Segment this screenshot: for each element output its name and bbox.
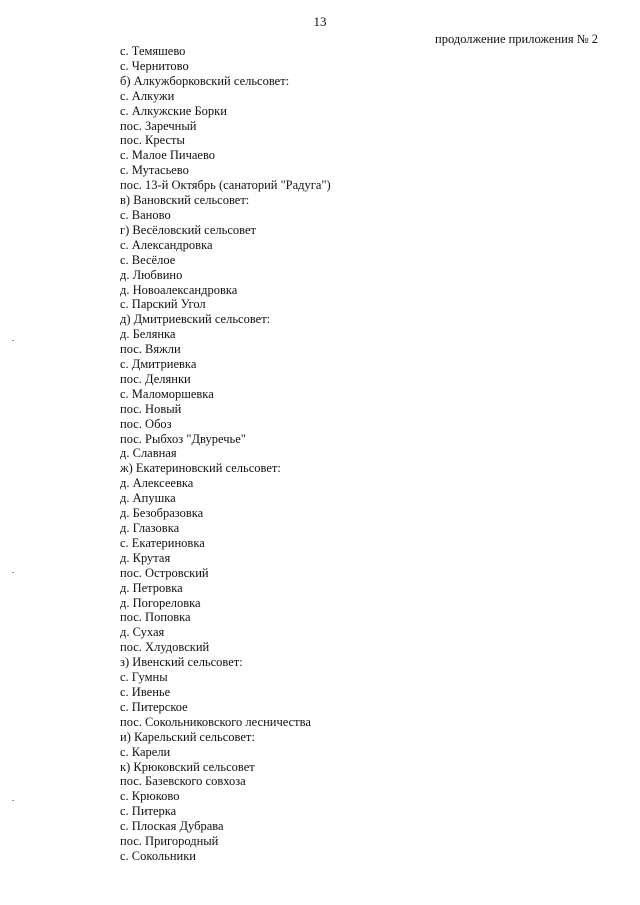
list-item: с. Алкужские Борки <box>120 103 227 118</box>
scan-mark <box>12 340 14 341</box>
list-item: с. Парский Угол <box>120 297 206 312</box>
list-item: с. Карели <box>120 744 171 759</box>
list-item: ж) Екатериновский сельсовет: <box>120 461 281 476</box>
list-item: с. Плоская Дубрава <box>120 819 224 834</box>
list-item: пос. Кресты <box>120 133 185 148</box>
list-item: д. Славная <box>120 446 177 461</box>
list-item: с. Чернитово <box>120 58 189 73</box>
list-item: пос. Пригородный <box>120 834 219 849</box>
list-item: б) Алкужборковский сельсовет: <box>120 73 290 88</box>
list-item: с. Темяшево <box>120 44 186 58</box>
list-item: с. Александровка <box>120 237 213 252</box>
list-item: с. Питерское <box>120 699 188 714</box>
list-item: с. Дмитриевка <box>120 357 197 372</box>
list-item: з) Ивенский сельсовет: <box>120 655 243 670</box>
list-item: пос. 13-й Октябрь (санаторий "Радуга") <box>120 178 331 193</box>
list-item: д. Крутая <box>120 550 171 565</box>
list-item: с. Гумны <box>120 670 168 685</box>
list-item: пос. Обоз <box>120 416 172 431</box>
scan-mark <box>12 800 14 801</box>
scan-mark <box>12 572 14 573</box>
list-item: д. Петровка <box>120 580 183 595</box>
list-item: пос. Островский <box>120 565 209 580</box>
list-item: с. Ивенье <box>120 684 171 699</box>
list-item: д. Погореловка <box>120 595 201 610</box>
list-item: пос. Поповка <box>120 610 191 625</box>
list-item: д. Глазовка <box>120 521 180 535</box>
list-item: д. Алексеевка <box>120 476 194 491</box>
list-item: пос. Сокольниковского лесничества <box>120 714 311 729</box>
list-item: пос. Делянки <box>120 371 191 386</box>
list-item: пос. Хлудовский <box>120 640 210 655</box>
list-item: д. Апушка <box>120 491 176 506</box>
list-item: с. Питерка <box>120 804 177 819</box>
list-item: с. Екатериновка <box>120 535 205 550</box>
list-item: д. Безобразовка <box>120 506 204 521</box>
list-item: д) Дмитриевский сельсовет: <box>120 312 271 327</box>
list-item: пос. Вяжли <box>120 342 181 357</box>
list-item: пос. Рыбхоз "Двуречье" <box>120 431 246 446</box>
list-item: к) Крюковский сельсовет <box>120 759 255 774</box>
list-item: с. Крюково <box>120 789 180 804</box>
list-item: д. Сухая <box>120 625 165 640</box>
list-item: пос. Заречный <box>120 118 197 133</box>
list-item: д. Белянка <box>120 327 176 342</box>
list-item: в) Вановский сельсовет: <box>120 193 250 208</box>
list-item: г) Весёловский сельсовет <box>120 222 256 237</box>
list-item: с. Весёлое <box>120 252 176 267</box>
page-number: 13 <box>313 14 327 29</box>
appendix-continuation-note: продолжение приложения № 2 <box>435 32 598 46</box>
list-item: пос. Новый <box>120 401 182 416</box>
list-item: д. Любвино <box>120 267 183 282</box>
settlement-list <box>120 44 331 864</box>
list-item: с. Малое Пичаево <box>120 148 216 163</box>
list-item: с. Мутасьево <box>120 163 189 178</box>
list-item: с. Маломоршевка <box>120 386 214 401</box>
list-item: с. Сокольники <box>120 848 196 863</box>
list-item: с. Ваново <box>120 207 171 222</box>
list-item: пос. Базевского совхоза <box>120 774 246 789</box>
list-item: с. Алкужи <box>120 88 175 103</box>
list-item: и) Карельский сельсовет: <box>120 729 255 744</box>
list-item: д. Новоалександровка <box>120 282 238 297</box>
